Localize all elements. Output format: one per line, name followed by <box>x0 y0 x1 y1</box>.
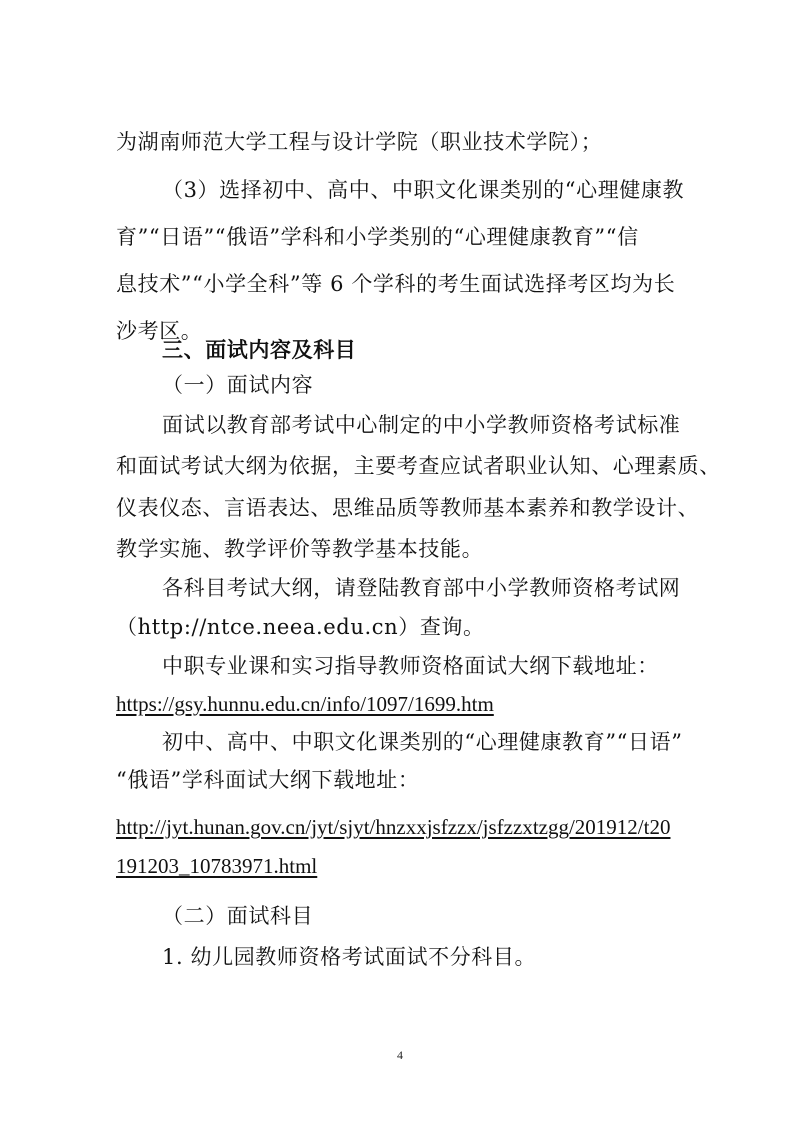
download-link-1[interactable]: https://gsy.hunnu.edu.cn/info/1097/1699.htm <box>116 692 494 716</box>
text-line: 仪表仪态、言语表达、思维品质等教师基本素养和教学设计、 <box>116 496 700 520</box>
section-heading: 三、面试内容及科目 <box>162 338 357 362</box>
text-line: 育”“日语”“俄语”学科和小学类别的“心理健康教育”“信 <box>116 225 639 249</box>
text-line: 中职专业课和实习指导教师资格面试大纲下载地址： <box>162 654 659 678</box>
text-line: 沙考区。 <box>116 319 203 343</box>
text-line: 息技术”“小学全科”等 6 个学科的考生面试选择考区均为长 <box>116 272 676 296</box>
text-line: “俄语”学科面试大纲下载地址： <box>116 768 420 792</box>
text-line: 1. 幼儿园教师资格考试面试不分科目。 <box>162 945 537 969</box>
download-link-2-part-1[interactable]: http://jyt.hunan.gov.cn/jyt/sjyt/hnzxxjsfzzx/jsfzzxtzgg/201912/t20 <box>116 815 671 839</box>
text-line: （3）选择初中、高中、中职文化课类别的“心理健康教 <box>162 178 685 202</box>
download-link-2-part-2[interactable]: 191203_10783971.html <box>116 854 318 878</box>
text-line: 初中、高中、中职文化课类别的“心理健康教育”“日语” <box>162 730 683 754</box>
subsection-heading: （二）面试科目 <box>162 904 314 928</box>
text-line: 教学实施、教学评价等教学基本技能。 <box>116 537 484 561</box>
subsection-heading: （一）面试内容 <box>162 373 314 397</box>
text-line: 和面试考试大纲为依据，主要考查应试者职业认知、心理素质、 <box>116 454 721 478</box>
text-line: 为湖南师范大学工程与设计学院（职业技术学院）； <box>116 130 603 154</box>
text-line: （http://ntce.neea.edu.cn）查询。 <box>116 615 485 639</box>
text-line: 面试以教育部考试中心制定的中小学教师资格考试标准 <box>162 413 681 437</box>
text-line: 各科目考试大纲，请登陆教育部中小学教师资格考试网 <box>162 576 681 600</box>
page-number: 4 <box>397 1048 403 1062</box>
